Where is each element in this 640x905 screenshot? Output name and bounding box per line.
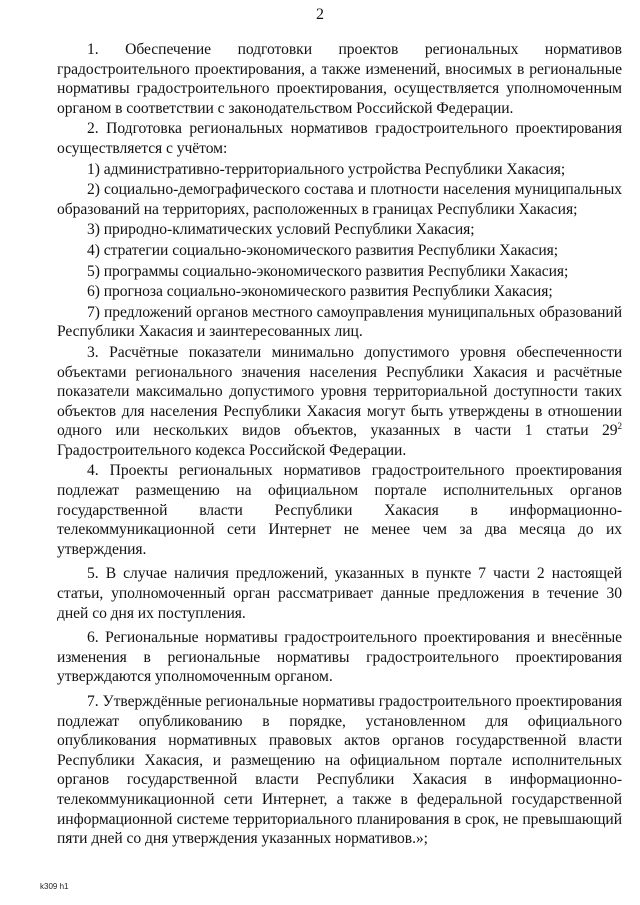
paragraph-4: 4. Проекты региональных нормативов градостроительного проектирования подлежат размещению на официальном портале исполнительных органов государственной власти Республики Хакасия в информационно-телекоммуникационной сети Интернет не менее чем за два месяца до их утверждения. bbox=[57, 462, 622, 558]
list-item-4: 4) стратегии социально-экономического развития Республики Хакасия; bbox=[87, 241, 559, 259]
paragraph-5: 5. В случае наличия предложений, указанных в пункте 7 части 2 настоящей статьи, уполномоченный орган рассматривает данные предложения в течение 30 дней со дня их поступления. bbox=[57, 565, 622, 622]
paragraph-3-text: 3. Расчётные показатели минимально допустимого уровня обеспеченности объектами регионального значения населения Республики Хакасия и расчётные показатели максимально допустимого уровня территориальной доступности таких объектов для населения Республики Хакасия могут быть утверждены в отношении одного или нескольких видов объектов, указанных в части 1 статьи 29 bbox=[57, 343, 622, 440]
paragraph-3 bbox=[57, 343, 622, 461]
list-item-1: 1) административно-территориального устройства Республики Хакасия; bbox=[87, 160, 566, 178]
paragraph-7: 7. Утверждённые региональные нормативы градостроительного проектирования подлежат опубликованию в порядке, установленном для официального опубликования нормативных правовых актов органов государственной власти Республики Хакасия, и размещению на официальном портале исполнительных органов государственной власти Республики Хакасия в информационно-телекоммуникационной сети Интернет, а также в федеральной государственной информационной системе территориального планирования в срок, не превышающий пяти дней со дня утверждения указанных нормативов.»; bbox=[57, 693, 622, 848]
document-body bbox=[57, 40, 622, 850]
paragraph-3-text-end: Градостроительного кодекса Российской Федерации. bbox=[57, 441, 407, 459]
list-item-2: 2) социально-демографического состава и плотности населения муниципальных образований на территориях, расположенных в границах Республики Хакасия; bbox=[57, 181, 622, 218]
list-item-3: 3) природно-климатических условий Республики Хакасия; bbox=[87, 221, 475, 239]
paragraph-2: 2. Подготовка региональных нормативов градостроительного проектирования осуществляется с учётом: bbox=[57, 120, 622, 157]
list-item-6: 6) прогноза социально-экономического развития Республики Хакасия; bbox=[87, 283, 553, 301]
article-superscript: 2 bbox=[617, 421, 622, 432]
list-item-5: 5) программы социально-экономического развития Республики Хакасия; bbox=[87, 262, 569, 280]
paragraph-1: 1. Обеспечение подготовки проектов региональных нормативов градостроительного проектирования, а также изменений, вносимых в региональные нормативы градостроительного проектирования, осуществляется уполномоченным органом в соответствии с законодательством Российской Федерации. bbox=[57, 41, 622, 117]
footer-code: k309 h1 bbox=[40, 882, 69, 891]
page-number: 2 bbox=[316, 6, 324, 23]
paragraph-6: 6. Региональные нормативы градостроительного проектирования и внесённые изменения в региональные нормативы градостроительного проектирования утверждаются уполномоченным органом. bbox=[57, 629, 622, 686]
list-item-7: 7) предложений органов местного самоуправления муниципальных образований Республики Хакасия и заинтересованных лиц. bbox=[57, 303, 622, 341]
